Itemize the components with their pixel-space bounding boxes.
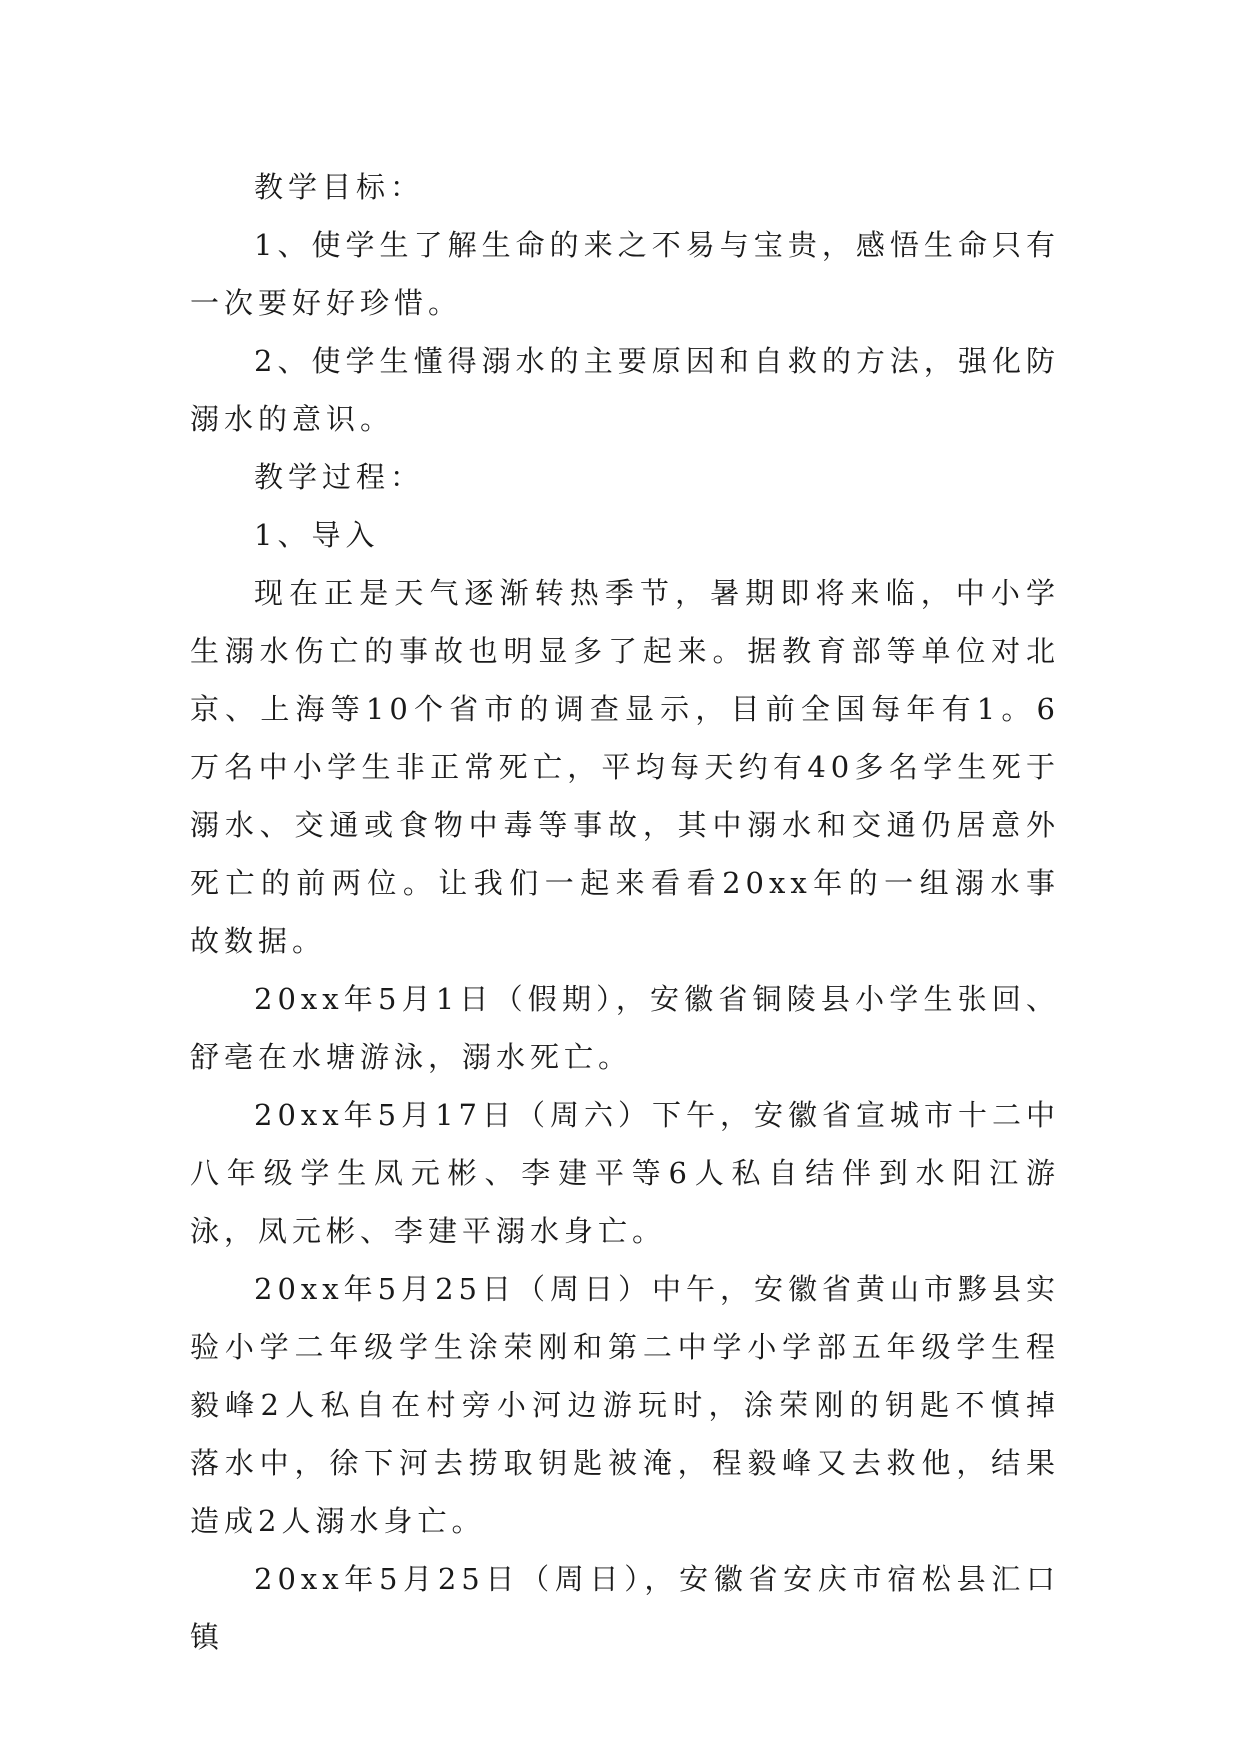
intro-paragraph: 现在正是天气逐渐转热季节，暑期即将来临，中小学生溺水伤亡的事故也明显多了起来。据教育部等单位对北京、上海等10个省市的调查显示，目前全国每年有1。6万名中小学生非正常死亡，平均每天约有40多名学生死于溺水、交通或食物中毒等事故，其中溺水和交通仍居意外死亡的前两位。让我们一起来看看20xx年的一组溺水事故数据。 [190,576,1060,958]
heading-teaching-goals: 教学目标： [254,170,425,204]
goal-item-1: 1、使学生了解生命的来之不易与宝贵，感悟生命只有一次要好好珍惜。 [190,228,1060,320]
goal-item-2: 2、使学生懂得溺水的主要原因和自救的方法，强化防溺水的意识。 [190,344,1060,436]
accident-case-2: 20xx年5月17日（周六）下午，安徽省宣城市十二中八年级学生凤元彬、李建平等6人私自结伴到水阳江游泳，凤元彬、李建平溺水身亡。 [190,1098,1060,1248]
heading-teaching-process: 教学过程： [254,460,425,494]
accident-case-4: 20xx年5月25日（周日），安徽省安庆市宿松县汇口镇 [190,1562,1060,1654]
accident-case-3: 20xx年5月25日（周日）中午，安徽省黄山市黟县实验小学二年级学生涂荣刚和第二中学小学部五年级学生程毅峰2人私自在村旁小河边游玩时，涂荣刚的钥匙不慎掉落水中，徐下河去捞取钥匙被淹，程毅峰又去救他，结果造成2人溺水身亡。 [190,1272,1060,1538]
accident-case-1: 20xx年5月1日（假期），安徽省铜陵县小学生张回、舒亳在水塘游泳，溺水死亡。 [190,982,1060,1074]
process-item-1: 1、导入 [254,518,380,552]
document-page [190,158,1060,1666]
